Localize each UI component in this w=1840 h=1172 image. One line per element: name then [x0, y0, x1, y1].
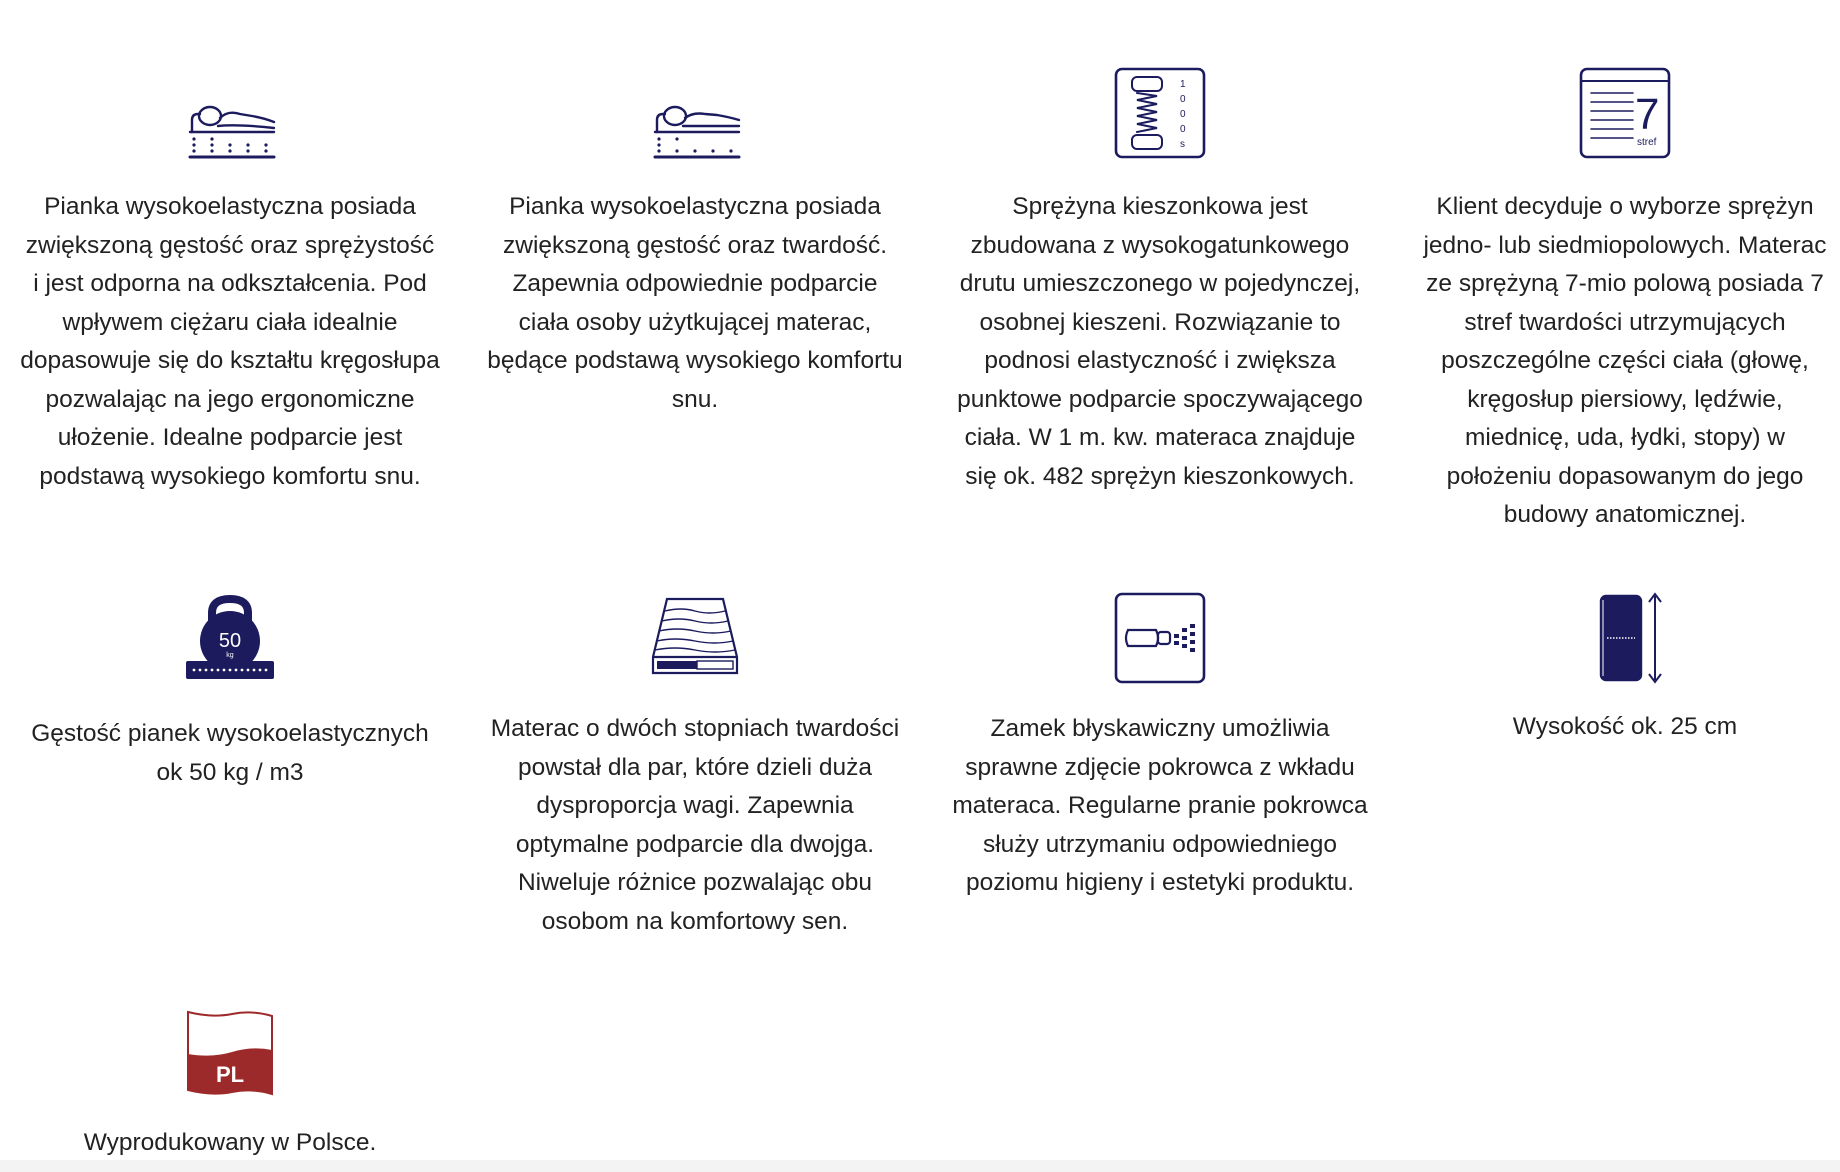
feature-description: Wysokość ok. 25 cm: [1512, 713, 1738, 740]
svg-text:0: 0: [1180, 94, 1186, 105]
zones-label: stref: [1637, 137, 1657, 148]
zones-number: 7: [1635, 90, 1660, 139]
weight-number: 50: [218, 630, 242, 652]
svg-text:0: 0: [1180, 109, 1186, 120]
pocket-spring-icon: [1112, 65, 1208, 161]
feature-description: Zamek błyskawiczny umożliwia sprawne zdjęcie pokrowca z wkładu materaca. Regularne pranie pokrowca służy utrzymaniu odpowiedniego poziomu higieny i estetyki produktu.: [952, 715, 1368, 896]
svg-text:1: 1: [1180, 79, 1186, 90]
mattress-height-icon: [1577, 590, 1673, 686]
feature-description: Gęstość pianek wysokoelastycznych ok 50 kg / m3: [31, 720, 429, 786]
svg-text:0: 0: [1180, 124, 1186, 135]
kettlebell-weight-icon: [182, 587, 278, 683]
feature-description: Pianka wysokoelastyczna posiada zwiększoną gęstość oraz sprężystość i jest odporna na odkształcenia. Pod wpływem ciężaru ciała idealnie dopasowuje się do kształtu kręgosłupa pozwalając na jego ergonomiczne ułożenie. Idealne podparcie jest podstawą wysokiego komfortu snu.: [20, 193, 440, 490]
page-bottom-strip: [0, 1160, 1840, 1172]
weight-unit: kg: [226, 652, 234, 659]
seven-zones-icon: [1577, 65, 1673, 161]
two-sided-mattress-icon: [647, 587, 743, 683]
sleeper-foam-icon: [182, 80, 278, 176]
feature-description: Materac o dwóch stopniach twardości powstał dla par, które dzieli duża dysproporcja wagi. Zapewnia optymalne podparcie dla dwojga. Niweluje różnice pozwalając obu osobom na komfortowy sen.: [490, 715, 900, 935]
zipper-icon: [1112, 590, 1208, 686]
feature-description: Sprężyna kieszonkowa jest zbudowana z wysokogatunkowego drutu umieszczonego w pojedynczej, osobnej kieszeni. Rozwiązanie to podnosi elastyczność i zwiększa punktowe podparcie spoczywającego ciała. W 1 m. kw. materaca znajduje się ok. 482 sprężyn kieszonkowych.: [957, 193, 1363, 490]
poland-flag-icon: [182, 1006, 278, 1102]
feature-description: Wyprodukowany w Polsce.: [83, 1129, 377, 1156]
svg-text:s: s: [1180, 139, 1185, 150]
sleeper-foam-firm-icon: [647, 80, 743, 176]
feature-description: Klient decyduje o wyborze sprężyn jedno- lub siedmiopolowych. Materac ze sprężyną 7-mio polową posiada 7 stref twardości utrzymujących poszczególne części ciała (głowę, kręgosłup piersiowy, lędźwie, miednicę, uda, łydki, stopy) w położeniu dopasowanym do jego budowy anatomicznej.: [1423, 193, 1827, 528]
feature-description: Pianka wysokoelastyczna posiada zwiększoną gęstość oraz twardość. Zapewnia odpowiednie podparcie ciała osoby użytkującej materac, będące podstawą wysokiego komfortu snu.: [487, 193, 903, 413]
flag-label: PL: [215, 1062, 245, 1087]
